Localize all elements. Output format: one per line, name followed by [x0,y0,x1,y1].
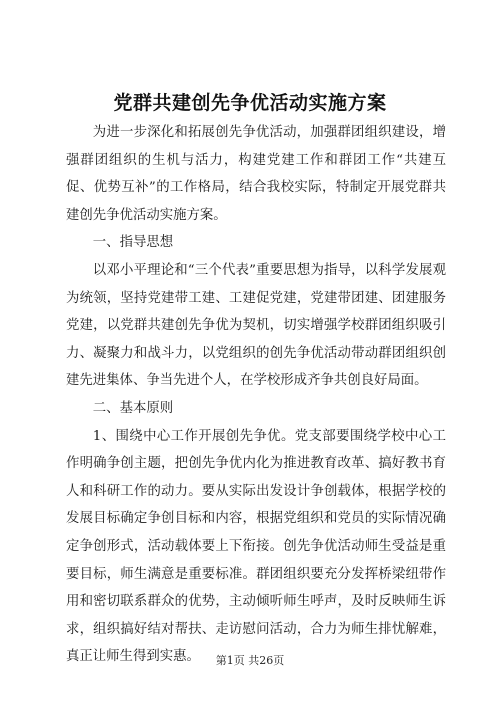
document-body [66,119,446,671]
document-title: 党群共建创先争优活动实施方案 [113,92,387,114]
section-heading-basic-principles: 二、基本原则 [92,400,174,416]
guiding-ideology-paragraph: 以邓小平理论和“三个代表”重要思想为指导，以科学发展观为统领，坚持党建带工建、工建促党建，党建带团建、团建服务党建，以党群共建创先争优为契机，切实增强学校群团组织吸引力、凝聚力和战斗力，以党组织的创先争优活动带动群团组织创建先进集体、争当先进个人，在学校形成齐争共创良好局面。 [66,262,446,389]
page-number-footer: 第1页 共26页 [215,654,285,667]
intro-paragraph: 为进一步深化和拓展创先争优活动，加强群团组织建设，增强群团组织的生机与活力，构建党建工作和群团工作“共建互促、优势互补”的工作格局，结合我校实际，特制定开展党群共建创先争优活动实施方案。 [66,125,446,223]
section-heading-guiding-ideology: 一、指导思想 [92,235,174,251]
basic-principles-paragraph: 1、围绕中心工作开展创先争优。党支部要围绕学校中心工作明确争创主题，把创先争优内化为推进教育改革、搞好教书育人和科研工作的动力。要从实际出发设计争创载体，根据学校的发展目标确定争创目标和内容，根据党组织和党员的实际情况确定争创形式，活动载体要上下衔接。创先争优活动师生受益是重要目标，师生满意是重要标准。群团组织要充分发挥桥梁纽带作用和密切联系群众的优势，主动倾听师生呼声，及时反映师生诉求，组织搞好结对帮扶、走访慰问活动，合力为师生排忧解难，真正让师生得到实惠。 [66,428,446,665]
